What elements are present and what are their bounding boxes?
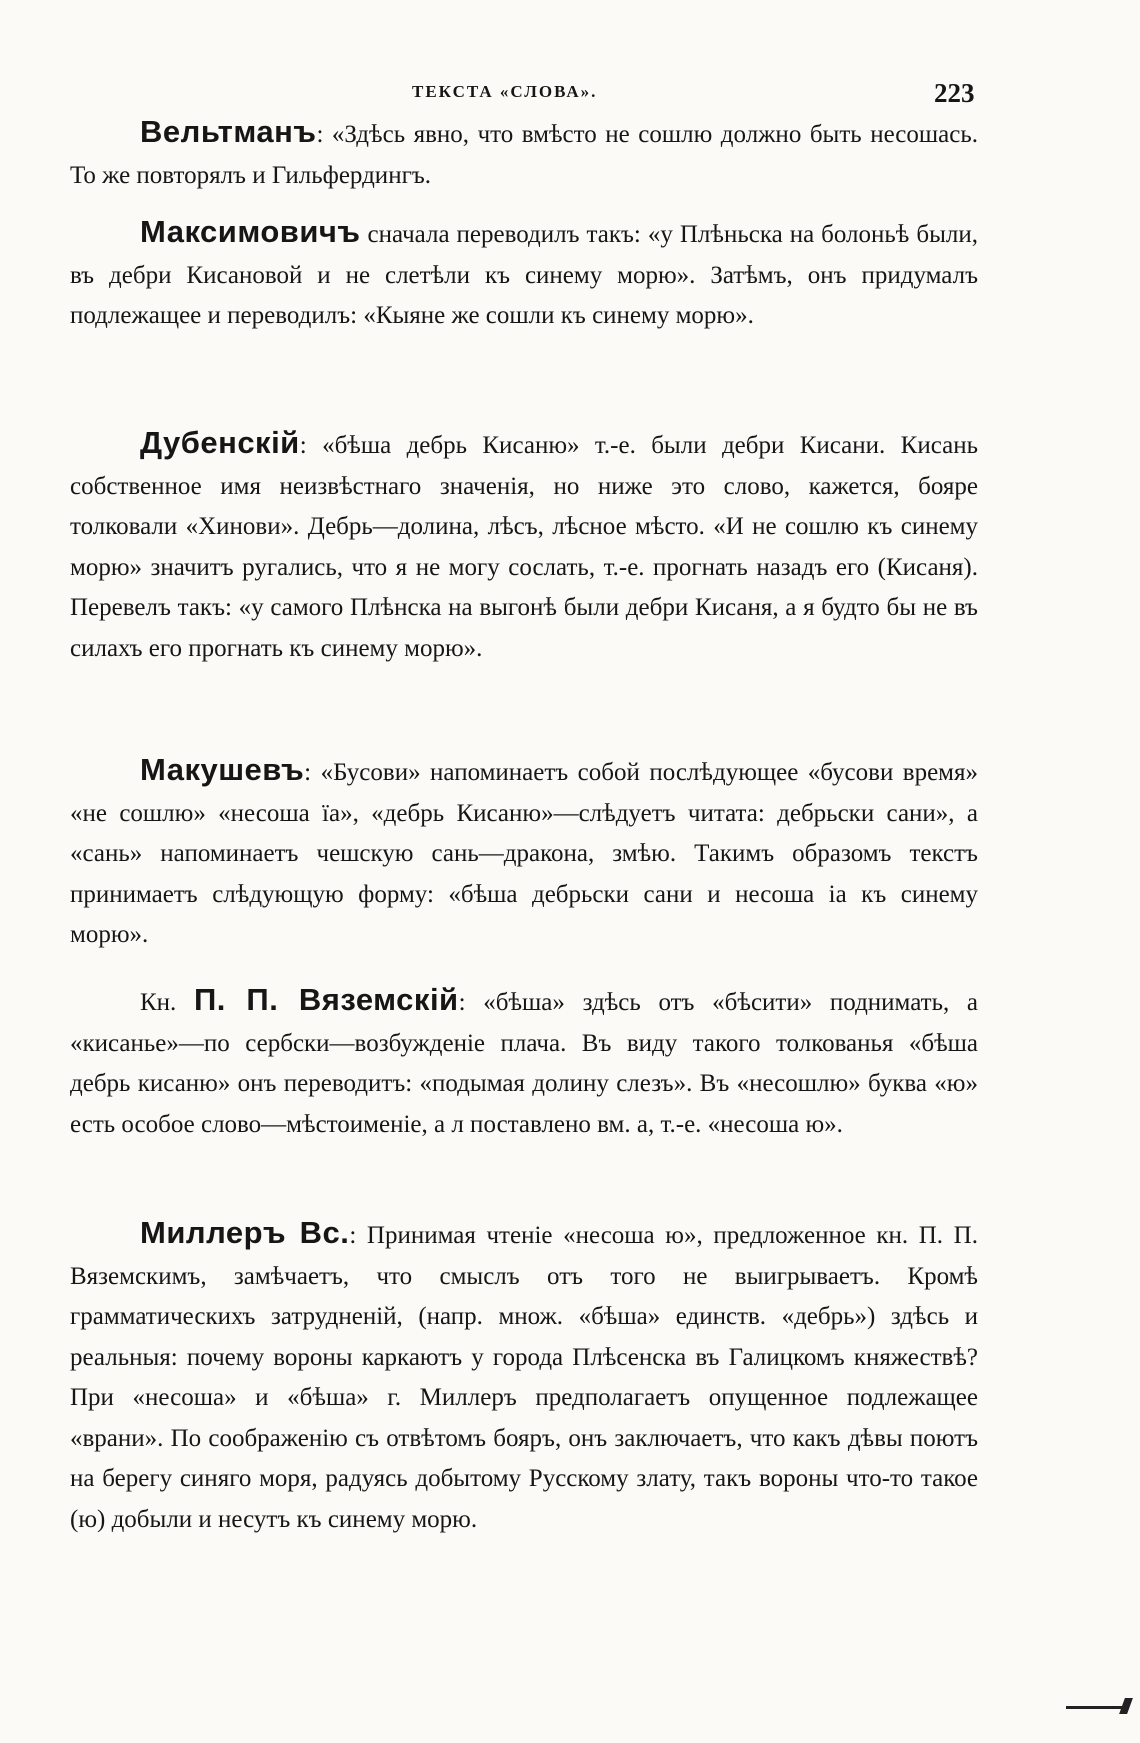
entry-author: Вельтманъ: [140, 114, 317, 149]
entry-author: Миллеръ Вс.: [140, 1215, 350, 1250]
running-head: ТЕКСТА «СЛОВА».: [412, 82, 598, 101]
entry-text: : «Бусови» напоминаетъ собой послѣдующее «бусови время» «не сошлю» «несоша їа», «дебрь Кисаню»—слѣдуетъ читата: дебрьски сани», а «сань» напоминаетъ чешскую сань—дракона, змѣю. Такимъ образомъ текстъ принимаетъ слѣдующую форму: «бѣша дебрьски сани и несоша іа къ синему морю».: [70, 759, 978, 948]
entry-author: Макушевъ: [140, 752, 305, 787]
entry-makushev: [70, 750, 978, 956]
entry-dubenskiy: [70, 423, 978, 669]
entry-author: Дубенскій: [140, 425, 300, 460]
entry-veltman: [70, 112, 978, 196]
entry-author: Максимовичъ: [140, 214, 361, 249]
entry-text: : «бѣша дебрь Кисаню» т.-е. были дебри Кисани. Кисань собственное имя неизвѣстнаго значенія, но ниже это слово, кажется, бояре толковали «Хинови». Дебрь—долина, лѣсъ, лѣсное мѣсто. «И не сошлю къ синему морю» значитъ ругались, что я не могу сослать, т.-е. прогнать назадъ его (Кисаня). Перевелъ такъ: «у самого Плѣнска на выгонѣ были дебри Кисаня, а я будто бы не въ силахъ его прогнать къ синему морю».: [70, 432, 978, 662]
entry-text: : «бѣша» здѣсь отъ «бѣсити» поднимать, а «кисанье»—по сербски—возбужденіе плача. Въ виду такого толкованья «бѣша дебрь кисаню» онъ переводитъ: «подымая долину слезъ». Въ «несошлю» буква «ю» есть особое слово—мѣстоименіе, а л поставлено вм. а, т.-е. «несоша ю».: [70, 989, 978, 1138]
page-number: 223: [934, 78, 975, 108]
entry-author: П. П. Вяземскій: [193, 982, 459, 1017]
printer-mark: [1066, 1706, 1126, 1709]
entry-text: : Принимая чтеніе «несоша ю», предложенное кн. П. П. Вяземскимъ, замѣчаетъ, что смыслъ отъ того не выигрываетъ. Кромѣ грамматическихъ затрудненій, (напр. множ. «бѣша» единств. «дебрь») здѣсь и реальныя: почему вороны каркаютъ у города Плѣсенска въ Галицкомъ княжествѣ? При «несоша» и «бѣша» г. Миллеръ предполагаетъ опущенное подлежащее «врани». По соображенію съ отвѣтомъ бояръ, онъ заключаетъ, что какъ дѣвы поютъ на берегу синяго моря, радуясь добытому Русскому злату, такъ вороны что-то такое (ю) добыли и несутъ къ синему морю.: [70, 1222, 978, 1533]
entry-vyazemskiy: [70, 980, 978, 1145]
entry-miller: [70, 1213, 978, 1540]
entry-text: сначала переводилъ такъ: «у Плѣньска на болоньѣ были, въ дебри Кисановой и не слетѣли къ синему морю». Затѣмъ, онъ придумалъ подлежащее и переводилъ: «Кыяне же сошли къ синему морю».: [70, 221, 978, 329]
entry-maksimovich: [70, 212, 978, 337]
entry-text: : «Здѣсь явно, что вмѣсто не сошлю должно быть несошась. То же повторялъ и Гильфердингъ.: [70, 121, 978, 189]
entry-prefix: Кн.: [140, 989, 194, 1016]
